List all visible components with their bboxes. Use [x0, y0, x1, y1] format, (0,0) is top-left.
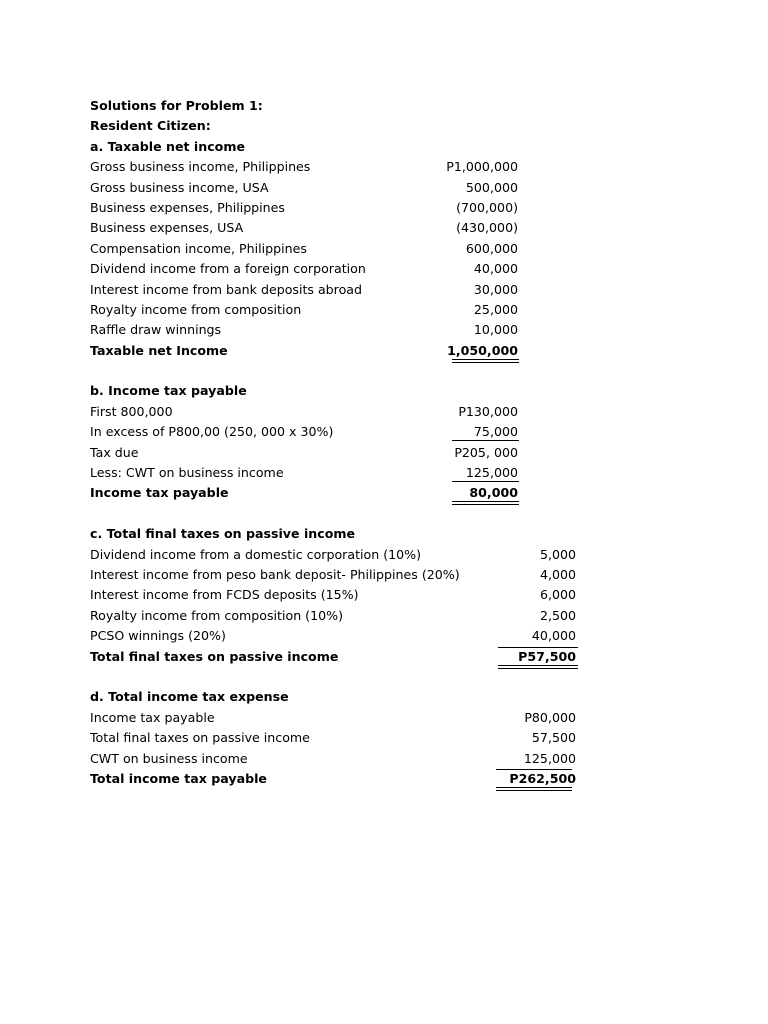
table-row	[90, 320, 590, 340]
row-label: Business expenses, USA	[90, 220, 244, 236]
total-double-underline	[452, 504, 519, 505]
total-label: Total final taxes on passive income	[90, 648, 339, 664]
section-d-heading	[90, 687, 590, 707]
total-overline	[496, 769, 572, 770]
section-b-heading-text: b. Income tax payable	[90, 383, 247, 399]
row-amount: 6,000	[539, 587, 576, 603]
row-amount: 40,000	[473, 261, 518, 277]
row-label: Business expenses, Philippines	[90, 199, 285, 215]
row-amount: 5,000	[539, 546, 576, 562]
row-amount: P205, 000	[454, 444, 518, 460]
section-d-heading-text: d. Total income tax expense	[90, 689, 289, 705]
subtotal-underline	[452, 440, 519, 441]
solution-document	[90, 96, 590, 789]
row-label: Interest income from peso bank deposit- Philippines (20%)	[90, 566, 460, 582]
document-subtitle-text: Resident Citizen:	[90, 118, 211, 134]
section-c-total-row	[90, 647, 590, 667]
table-row	[90, 280, 590, 300]
row-amount: 125,000	[523, 750, 576, 766]
row-amount: 4,000	[539, 566, 576, 582]
row-label: Interest income from bank deposits abroad	[90, 281, 362, 297]
row-label: Royalty income from composition (10%)	[90, 607, 343, 623]
row-amount: (700,000)	[456, 199, 518, 215]
total-label: Income tax payable	[90, 485, 229, 501]
row-label: In excess of P800,00 (250, 000 x 30%)	[90, 424, 334, 440]
table-row	[90, 198, 590, 218]
section-b-heading	[90, 381, 590, 401]
row-label: Gross business income, USA	[90, 179, 269, 195]
total-underline	[452, 501, 519, 502]
section-a-heading-text: a. Taxable net income	[90, 138, 245, 154]
row-label: First 800,000	[90, 403, 173, 419]
row-label: Dividend income from a domestic corporation (10%)	[90, 546, 422, 562]
table-row	[90, 728, 590, 748]
document-title	[90, 96, 590, 116]
table-row	[90, 157, 590, 177]
row-label: Total final taxes on passive income	[90, 730, 310, 746]
row-amount: P80,000	[524, 709, 576, 725]
row-amount: 125,000	[465, 465, 518, 481]
section-b-total-row	[90, 483, 590, 503]
total-amount: 80,000	[469, 485, 518, 501]
table-row	[90, 545, 590, 565]
row-label: Tax due	[90, 444, 139, 460]
section-a-total-row	[90, 341, 590, 361]
row-amount: (430,000)	[456, 220, 518, 236]
total-amount: 1,050,000	[447, 342, 518, 358]
table-row	[90, 606, 590, 626]
row-amount: 2,500	[539, 607, 576, 623]
row-label: PCSO winnings (20%)	[90, 628, 226, 644]
row-label: Raffle draw winnings	[90, 322, 222, 338]
total-underline	[496, 787, 572, 788]
table-row	[90, 585, 590, 605]
table-row	[90, 178, 590, 198]
total-label: Taxable net Income	[90, 342, 228, 358]
total-amount: P57,500	[518, 648, 576, 664]
document-subtitle	[90, 116, 590, 136]
total-double-underline	[498, 668, 578, 669]
section-c-heading	[90, 524, 590, 544]
row-label: Royalty income from composition	[90, 301, 302, 317]
row-amount: 75,000	[473, 424, 518, 440]
table-row	[90, 259, 590, 279]
section-c-heading-text: c. Total final taxes on passive income	[90, 526, 356, 542]
table-row	[90, 218, 590, 238]
table-row	[90, 300, 590, 320]
row-label: Less: CWT on business income	[90, 465, 284, 481]
row-label: Interest income from FCDS deposits (15%)	[90, 587, 359, 603]
row-amount: P130,000	[458, 403, 518, 419]
section-a-heading	[90, 137, 590, 157]
table-row	[90, 463, 590, 483]
row-amount: 600,000	[465, 240, 518, 256]
row-amount: 25,000	[473, 301, 518, 317]
total-overline	[498, 647, 578, 648]
table-row	[90, 422, 590, 442]
spacer	[90, 361, 590, 381]
table-row	[90, 749, 590, 769]
total-double-underline	[452, 362, 519, 363]
row-amount: 40,000	[531, 628, 576, 644]
total-underline	[498, 665, 578, 666]
spacer	[90, 667, 590, 687]
row-amount: 57,500	[531, 730, 576, 746]
table-row	[90, 239, 590, 259]
table-row	[90, 626, 590, 646]
row-amount: 10,000	[473, 322, 518, 338]
table-row	[90, 402, 590, 422]
row-amount: P1,000,000	[446, 159, 518, 175]
table-row	[90, 708, 590, 728]
row-amount: 500,000	[465, 179, 518, 195]
subtotal-underline	[452, 481, 519, 482]
total-amount: P262,500	[509, 770, 576, 786]
table-row	[90, 565, 590, 585]
total-underline	[452, 359, 519, 360]
row-label: Dividend income from a foreign corporation	[90, 261, 366, 277]
row-amount: 30,000	[473, 281, 518, 297]
row-label: Compensation income, Philippines	[90, 240, 307, 256]
total-double-underline	[496, 790, 572, 791]
table-row	[90, 443, 590, 463]
row-label: Gross business income, Philippines	[90, 159, 311, 175]
section-d-total-row	[90, 769, 590, 789]
row-label: Income tax payable	[90, 709, 215, 725]
total-label: Total income tax payable	[90, 770, 267, 786]
spacer	[90, 504, 590, 524]
document-title-text: Solutions for Problem 1:	[90, 98, 263, 113]
row-label: CWT on business income	[90, 750, 248, 766]
